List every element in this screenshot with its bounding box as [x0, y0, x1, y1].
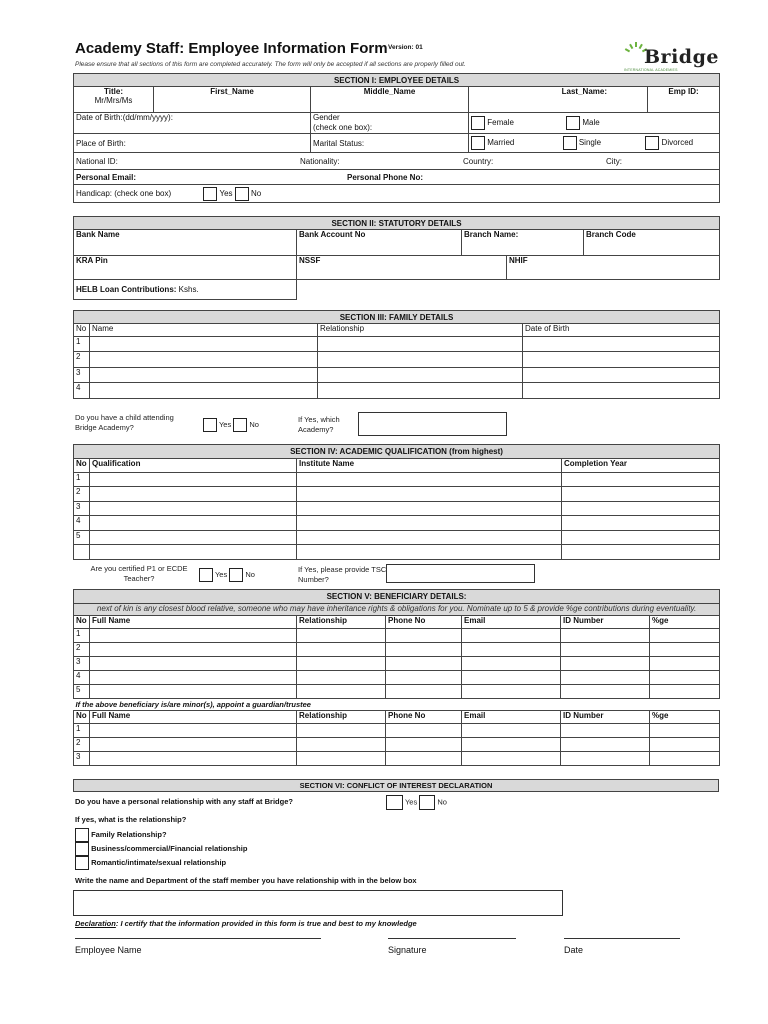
- gender-cell: [311, 113, 469, 134]
- table-row[interactable]: [74, 352, 720, 368]
- row-number: 5: [74, 685, 90, 699]
- cert-no-checkbox[interactable]: [229, 568, 243, 582]
- tsc-label: [298, 565, 386, 585]
- form-title: Academy Staff: Employee Information Form: [75, 40, 388, 57]
- male-checkbox[interactable]: [566, 116, 580, 130]
- row-number: 1: [74, 473, 90, 487]
- coi-option-romantic: [75, 856, 247, 870]
- family-table: [73, 310, 720, 399]
- row-number: 3: [74, 368, 90, 383]
- row-number: 3: [74, 657, 90, 671]
- qual-col-year: Completion Year: [562, 459, 720, 473]
- section4-header: SECTION IV: ACADEMIC QUALIFICATION (from highest): [74, 445, 720, 459]
- business-checkbox[interactable]: [75, 842, 89, 856]
- employee-name-label: Employee Name: [75, 945, 142, 955]
- form-instructions: Please ensure that all sections of this form are completed accurately. The form will only be accepted if all sections are properly filled out.: [75, 61, 466, 68]
- bank-name-field[interactable]: Bank Name: [74, 230, 297, 256]
- qual-col-no: No: [74, 459, 90, 473]
- child-question-line1: Do you have a child attending: [75, 413, 174, 422]
- helb-label: HELB Loan Contributions:: [76, 285, 177, 294]
- branch-name-field[interactable]: Branch Name:: [462, 230, 584, 256]
- child-yes-no: [203, 418, 259, 432]
- coi-option-business: [75, 842, 247, 856]
- male-label: Male: [582, 118, 600, 128]
- declaration-label: Declaration: [75, 919, 116, 928]
- handicap-no-label: No: [251, 188, 262, 198]
- nationality-label: Nationality:: [300, 156, 340, 166]
- business-label: Business/commercial/Financial relationship: [91, 844, 248, 854]
- row-number: 2: [74, 352, 90, 368]
- coi-option-family: [75, 828, 247, 842]
- table-row[interactable]: [74, 685, 720, 699]
- which-line1: If Yes, which: [298, 415, 340, 424]
- romantic-label: Romantic/intimate/sexual relationship: [91, 858, 227, 868]
- signature-line[interactable]: [388, 938, 516, 939]
- child-yes-checkbox[interactable]: [203, 418, 217, 432]
- row-number: 3: [74, 752, 90, 766]
- nssf-field[interactable]: NSSF: [297, 256, 507, 280]
- guardian-header-row: [74, 711, 720, 724]
- table-row[interactable]: [74, 629, 720, 643]
- academy-name-input[interactable]: [358, 412, 507, 436]
- which-line2: Academy?: [298, 425, 334, 434]
- table-row[interactable]: [74, 545, 720, 560]
- row-number: 2: [74, 643, 90, 657]
- handicap-row: [74, 185, 720, 203]
- beneficiary-header-row: [74, 616, 720, 629]
- table-row[interactable]: [74, 487, 720, 502]
- married-checkbox[interactable]: [471, 136, 485, 150]
- coi-yes-checkbox[interactable]: [386, 795, 403, 810]
- cert-yes-label: Yes: [214, 570, 228, 579]
- handicap-yes-label: Yes: [219, 188, 233, 198]
- place-of-birth-field[interactable]: [74, 134, 311, 153]
- table-row[interactable]: [74, 516, 720, 531]
- section2-table: [73, 216, 720, 300]
- table-row[interactable]: [74, 473, 720, 487]
- romantic-checkbox[interactable]: [75, 856, 89, 870]
- cert-question-line1: Are you certified P1 or ECDE: [90, 564, 188, 573]
- single-checkbox[interactable]: [563, 136, 577, 150]
- signature-label: Signature: [388, 945, 427, 955]
- row-number: 3: [74, 502, 90, 516]
- section3-header: SECTION III: FAMILY DETAILS: [74, 311, 720, 324]
- gender-label: Gender: [313, 113, 340, 122]
- ben-col-phone: Phone No: [386, 616, 462, 629]
- child-question: [75, 413, 174, 433]
- which-academy-label: [298, 415, 340, 435]
- section2-header: SECTION II: STATUTORY DETAILS: [74, 217, 720, 230]
- divorced-label: Divorced: [661, 138, 694, 148]
- guardian-note: If the above beneficiary is/are minor(s), appoint a guardian/trustee: [75, 700, 311, 709]
- coi-options: [75, 828, 247, 870]
- country-label: Country:: [463, 156, 494, 166]
- section5-subtitle: next of kin is any closest blood relative, someone who may have inheritance rights & obligations for you. Nominate up to 5 & provide %ge contributions during eventuality.: [74, 604, 720, 616]
- gender-options: [469, 113, 720, 134]
- ben-col-id: ID Number: [561, 616, 650, 629]
- branch-code-field[interactable]: Branch Code: [584, 230, 720, 256]
- section1-table: [73, 73, 720, 203]
- child-yes-label: Yes: [218, 420, 232, 429]
- personal-phone-label: Personal Phone No:: [347, 172, 424, 182]
- title-label: Title:: [104, 87, 123, 96]
- ben-col-relationship: Relationship: [297, 616, 386, 629]
- handicap-label: Handicap: (check one box): [76, 188, 172, 198]
- helb-unit: Kshs.: [178, 285, 199, 294]
- personal-email-label: Personal Email:: [76, 172, 137, 182]
- table-row[interactable]: [74, 383, 720, 399]
- row-number: 2: [74, 487, 90, 502]
- declaration-text: : I certify that the information provided in this form is true and best to my knowledge: [115, 919, 417, 928]
- table-row[interactable]: [74, 738, 720, 752]
- family-checkbox[interactable]: [75, 828, 89, 842]
- row-number: 1: [74, 724, 90, 738]
- gender-hint: (check one box):: [313, 123, 373, 132]
- guard-col-fullname: Full Name: [90, 711, 297, 724]
- table-row[interactable]: [74, 724, 720, 738]
- cert-no-label: No: [245, 570, 255, 579]
- title-label-cell: [74, 87, 154, 113]
- table-row[interactable]: [74, 657, 720, 671]
- row-number: 4: [74, 383, 90, 399]
- guard-col-relationship: Relationship: [297, 711, 386, 724]
- kra-pin-field[interactable]: KRA Pin: [74, 256, 297, 280]
- emp-id-field[interactable]: Emp ID:: [648, 87, 720, 113]
- section5-header: SECTION V: BENEFICIARY DETAILS:: [74, 590, 720, 604]
- marital-status-label: Marital Status:: [311, 134, 469, 153]
- qualification-table: [73, 444, 720, 560]
- row-number: 4: [74, 516, 90, 531]
- child-no-checkbox[interactable]: [233, 418, 247, 432]
- coi-what: If yes, what is the relationship?: [75, 815, 187, 824]
- child-question-line2: Bridge Academy?: [75, 423, 134, 432]
- tsc-line1: If Yes, please provide TSC: [298, 565, 387, 574]
- ben-col-email: Email: [462, 616, 561, 629]
- female-label: Female: [487, 118, 514, 128]
- female-checkbox[interactable]: [471, 116, 485, 130]
- table-row[interactable]: [74, 368, 720, 383]
- place-of-birth-label: Place of Birth:: [76, 138, 126, 148]
- tsc-line2: Number?: [298, 575, 329, 584]
- row-number: 1: [74, 337, 90, 352]
- coi-no-checkbox[interactable]: [419, 795, 435, 810]
- cert-yes-checkbox[interactable]: [199, 568, 213, 582]
- tsc-number-input[interactable]: [386, 564, 535, 583]
- national-id-row[interactable]: [74, 153, 720, 170]
- middle-name-field[interactable]: Middle_Name: [311, 87, 469, 113]
- section6-header-table: [73, 779, 719, 792]
- row-number: 2: [74, 738, 90, 752]
- cert-question-line2: Teacher?: [123, 574, 155, 583]
- ben-col-no: No: [74, 616, 90, 629]
- bank-account-field[interactable]: Bank Account No: [297, 230, 462, 256]
- guard-col-id: ID Number: [561, 711, 650, 724]
- qual-col-institute: Institute Name: [297, 459, 562, 473]
- cert-yes-no: [199, 568, 255, 582]
- ben-col-fullname: Full Name: [90, 616, 297, 629]
- family-label: Family Relationship?: [91, 830, 167, 839]
- divorced-checkbox[interactable]: [645, 136, 659, 150]
- handicap-no-checkbox[interactable]: [235, 187, 249, 201]
- guard-col-email: Email: [462, 711, 561, 724]
- qualification-header-row: [74, 459, 720, 473]
- coi-no-label: No: [437, 797, 447, 807]
- first-name-field[interactable]: First_Name: [154, 87, 311, 113]
- declaration: [75, 919, 417, 929]
- table-row[interactable]: [74, 643, 720, 657]
- row-number: 5: [74, 531, 90, 545]
- guard-col-phone: Phone No: [386, 711, 462, 724]
- handicap-yes-checkbox[interactable]: [203, 187, 217, 201]
- guard-col-percentage: %ge: [650, 711, 720, 724]
- employee-name-line[interactable]: [75, 938, 321, 939]
- coi-write-instruction: Write the name and Department of the staff member you have relationship with in the below box: [75, 876, 417, 885]
- row-number: [74, 545, 90, 560]
- ben-col-percentage: %ge: [650, 616, 720, 629]
- nhif-field[interactable]: NHIF: [507, 256, 720, 280]
- family-col-no: No: [74, 324, 90, 337]
- section1-header: SECTION I: EMPLOYEE DETAILS: [74, 74, 720, 87]
- logo-text: Bridge: [644, 46, 719, 68]
- city-label: City:: [606, 156, 622, 166]
- row-number: 1: [74, 629, 90, 643]
- table-row[interactable]: [74, 502, 720, 516]
- helb-field[interactable]: [74, 280, 297, 300]
- table-row[interactable]: [74, 337, 720, 352]
- dob-label: Date of Birth:(dd/mm/yyyy):: [76, 113, 173, 122]
- table-row[interactable]: [74, 671, 720, 685]
- title-options: Mr/Mrs/Ms: [94, 96, 133, 105]
- national-id-label: National ID:: [76, 156, 118, 166]
- last-name-field[interactable]: Last_Name:: [469, 87, 648, 113]
- beneficiary-table: [73, 589, 720, 766]
- relationship-details-input[interactable]: [73, 890, 563, 916]
- child-no-label: No: [249, 420, 259, 429]
- table-row[interactable]: [74, 531, 720, 545]
- logo-subtext: INTERNATIONAL ACADEMIES: [624, 68, 678, 72]
- date-line[interactable]: [564, 938, 680, 939]
- married-label: Married: [487, 138, 515, 148]
- family-col-relationship: Relationship: [318, 324, 523, 337]
- coi-yes-label: Yes: [404, 797, 418, 807]
- guard-col-no: No: [74, 711, 90, 724]
- qual-col-qualification: Qualification: [90, 459, 297, 473]
- date-label: Date: [564, 945, 584, 955]
- form-version: Version: 01: [388, 44, 423, 51]
- cert-question: [84, 564, 194, 584]
- marital-options: [469, 134, 720, 153]
- family-col-name: Name: [90, 324, 318, 337]
- row-number: 4: [74, 671, 90, 685]
- single-label: Single: [578, 138, 602, 148]
- family-col-dob: Date of Birth: [523, 324, 720, 337]
- coi-question: Do you have a personal relationship with any staff at Bridge?: [75, 797, 293, 806]
- section6-header: SECTION VI: CONFLICT OF INTEREST DECLARATION: [74, 780, 719, 792]
- email-phone-row[interactable]: [74, 170, 720, 185]
- bridge-logo: [622, 42, 722, 74]
- table-row[interactable]: [74, 752, 720, 766]
- dob-field[interactable]: [74, 113, 311, 134]
- coi-yes-no: [386, 795, 447, 810]
- family-header-row: [74, 324, 720, 337]
